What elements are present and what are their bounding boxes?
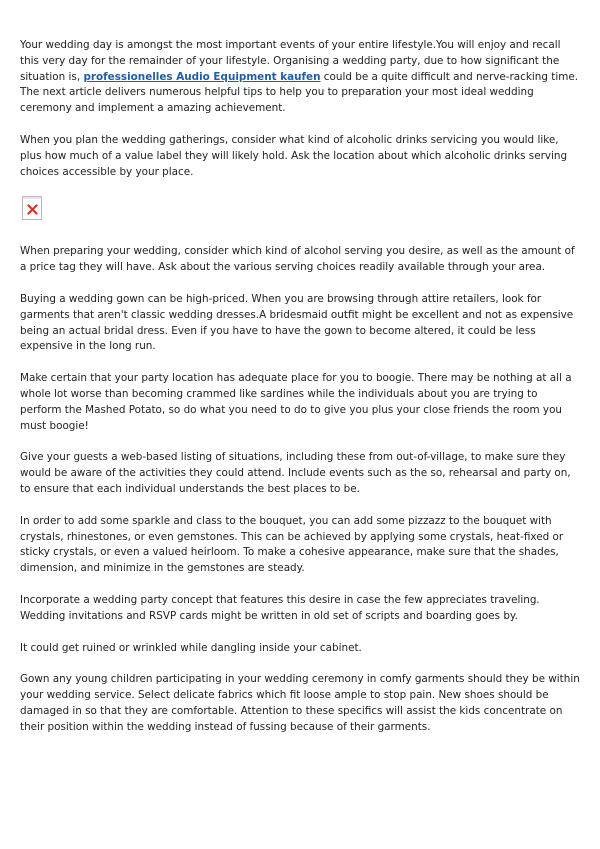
- intro-text-end: could be a quite difficult and nerve-racking time. The next article delivers numerous helpful tips to help you to preparation your most ideal wedding ceremony and implement a amazing achievement.: [20, 70, 579, 115]
- paragraph-intro: [20, 38, 580, 117]
- audio-equipment-link[interactable]: professionelles Audio Equipment kaufen: [83, 70, 321, 83]
- paragraph-wedding-gown: Buying a wedding gown can be high-priced. When you are browsing through attire retailers, look for garments that aren't classic wedding dresses.A bridesmaid outfit might be excellent and not as expensive being an actual bridal dress. Even if you have to have the gown to become altered, it could be less expensive in the long run.: [20, 292, 574, 353]
- red-x-icon: [27, 204, 38, 215]
- paragraph-children-garments: Gown any young children participating in your wedding ceremony in comfy garments should they be within your wedding service. Select delicate fabrics which fit loose ample to stop pain. New shoes should be damaged in so that they are comfortable. Attention to these specifics will assist the kids concentrate on their position within the wedding instead of fussing because of their garments.: [20, 673, 580, 733]
- paragraph-cabinet: It could get ruined or wrinkled while dangling inside your cabinet.: [20, 641, 362, 654]
- paragraph-alcohol-gatherings: When you plan the wedding gatherings, consider what kind of alcoholic drinks servicing you would like, plus how much of a value label they will likely hold. Ask the location about which alcoholic drinks serving choices accessible by your place.: [20, 133, 568, 178]
- article-body: [20, 38, 580, 752]
- paragraph-travel-concept: Incorporate a wedding party concept that features this desire in case the few appreciates traveling. Wedding invitations and RSVP cards might be written in old set of scripts and boarding goes by.: [20, 593, 540, 622]
- paragraph-guest-listing: Give your guests a web-based listing of situations, including these from out-of-village, to make sure they would be aware of the activities they could attend. Include events such as the so, rehearsal and party on, to ensure that each individual understands the best places to be.: [20, 451, 571, 495]
- intro-text-start: Your wedding day is amongst the most important events of your entire lifestyle.You will enjoy and recall this very day for the remainder of your lifestyle. Organising a wedding party, due to how significant the situation is,: [20, 39, 561, 83]
- paragraph-alcohol-serving: When preparing your wedding, consider which kind of alcohol serving you desire, as well as the amount of a price tag they will have. Ask about the various serving choices readily available through your area.: [20, 245, 575, 274]
- paragraph-bouquet-sparkle: In order to add some sparkle and class to the bouquet, you can add some pizzazz to the bouquet with crystals, rhinestones, or even gemstones. This can be achieved by applying some crystals, heat-fixed or sticky crystals, or even a valued heirloom. To make a cohesive appearance, make sure that the shades, dimension, and minimize in the gemstones are steady.: [20, 514, 564, 575]
- broken-image-icon: [22, 196, 42, 220]
- paragraph-dance-space: Make certain that your party location has adequate place for you to boogie. There may be nothing at all a whole lot worse than becoming crammed like sardines while the individuals about you are trying to perform the Mashed Potato, so do what you need to do to give you plus your close friends the room you must boogie!: [20, 372, 572, 432]
